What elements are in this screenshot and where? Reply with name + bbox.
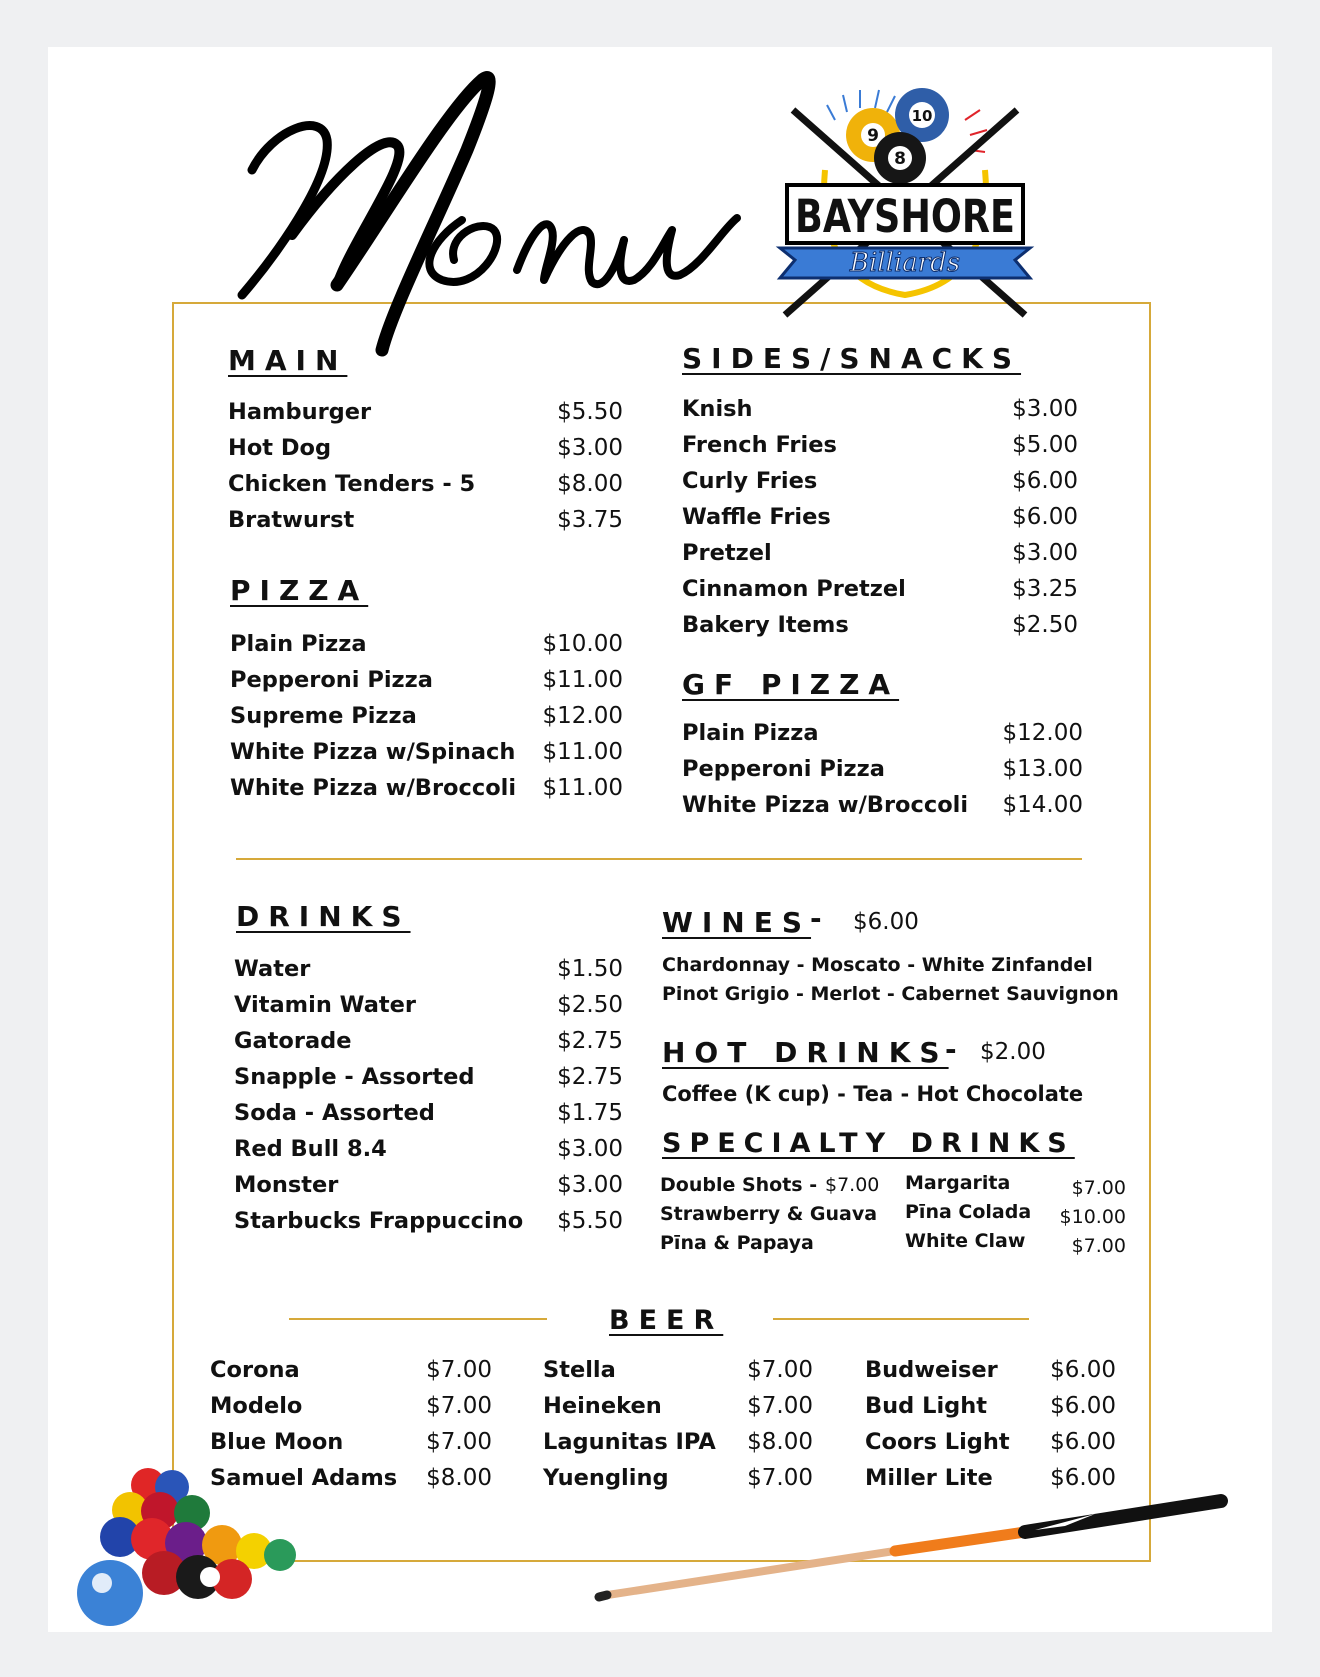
price: $8.00 [557,471,623,497]
price: $1.75 [557,1100,623,1126]
price: $7.00 [426,1357,492,1383]
list-item: Hamburger [228,399,372,425]
svg-text:10: 10 [911,107,933,125]
billiard-balls-icon [60,1455,300,1630]
main-prices [520,394,623,538]
beer-col3-prices [1030,1352,1116,1496]
list-item: Pīna Colada [905,1201,1032,1223]
price: $6.00 [1050,1357,1116,1383]
list-item: Pretzel [682,540,772,566]
list-item: Lagunitas IPA [543,1429,716,1455]
list-item: Strawberry & Guava [660,1203,878,1225]
list-item: Soda - Assorted [234,1100,435,1126]
beer-col3-items [865,1352,1010,1496]
list-item: Hot Dog [228,435,332,461]
wines-price: $6.00 [853,909,919,935]
wines-heading: WINES [662,906,812,939]
price: $7.00 [426,1429,492,1455]
price: $7.00 [426,1393,492,1419]
price: $5.50 [557,399,623,425]
list-item: Pīna & Papaya [660,1232,814,1254]
list-item: Heineken [543,1393,662,1419]
price: $2.75 [557,1064,623,1090]
sides-prices [980,391,1078,643]
price: $6.00 [1050,1465,1116,1491]
gf-pizza-heading: GF PIZZA [682,668,900,701]
list-item: Curly Fries [682,468,818,494]
specialty-right-list [905,1169,1031,1256]
specialty-heading: SPECIALTY DRINKS [662,1128,1075,1159]
svg-text:8: 8 [894,149,906,169]
main-heading: MAIN [228,344,348,377]
list-item: Gatorade [234,1028,352,1054]
list-item: White Pizza w/Spinach [230,739,516,765]
gf-pizza-items [682,715,968,823]
list-item: Budweiser [865,1357,998,1383]
list-item: White Pizza w/Broccoli [682,792,969,818]
price: $7.00 [747,1357,813,1383]
pizza-items [230,626,516,806]
list-item: Chicken Tenders - 5 [228,471,476,497]
list-item: Margarita [905,1172,1011,1194]
beer-rule-left [289,1318,547,1320]
price: $6.00 [1050,1429,1116,1455]
price: $6.00 [1012,468,1078,494]
list-item: Plain Pizza [230,631,367,657]
logo-tagline: Billiards [849,248,961,278]
price: $5.50 [557,1208,623,1234]
wines-line-2: Pinot Grigio - Merlot - Cabernet Sauvignon [662,983,1119,1005]
price: $11.00 [542,667,623,693]
wines-line-1: Chardonnay - Moscato - White Zinfandel [662,954,1093,976]
list-item: Miller Lite [865,1465,993,1491]
price: $2.50 [557,992,623,1018]
list-item: Red Bull 8.4 [234,1136,387,1162]
price: $3.25 [1012,576,1078,602]
price: $3.00 [1012,540,1078,566]
pizza-prices [520,626,623,806]
list-item: Double Shots - [660,1174,818,1196]
list-item: Samuel Adams [210,1465,398,1491]
sides-heading: SIDES/SNACKS [682,342,1022,375]
price: $10.00 [542,631,623,657]
drinks-heading: DRINKS [236,900,411,933]
price: $3.00 [557,1172,623,1198]
section-divider [236,858,1082,860]
specialty-left-price: $7.00 [825,1174,880,1196]
price: $3.75 [557,507,623,533]
svg-text:9: 9 [867,126,879,146]
hot-drinks-dash: - [945,1033,957,1066]
list-item: Supreme Pizza [230,703,417,729]
price: $3.00 [557,1136,623,1162]
price: $14.00 [1002,792,1083,818]
price: $6.00 [1050,1393,1116,1419]
list-item: Bakery Items [682,612,849,638]
list-item: Coors Light [865,1429,1010,1455]
list-item: Vitamin Water [234,992,416,1018]
price: $7.00 [1071,1235,1126,1257]
price: $12.00 [542,703,623,729]
logo-name: BAYSHORE [795,190,1015,243]
price: $8.00 [426,1465,492,1491]
price: $5.00 [1012,432,1078,458]
price: $2.75 [557,1028,623,1054]
list-item: Blue Moon [210,1429,344,1455]
beer-heading: BEER [609,1305,724,1336]
price: $11.00 [542,739,623,765]
beer-col2-items [543,1352,716,1496]
hot-drinks-line: Coffee (K cup) - Tea - Hot Chocolate [662,1082,1084,1106]
list-item: Starbucks Frappuccino [234,1208,524,1234]
list-item: Corona [210,1357,300,1383]
menu-script-title [232,70,772,370]
list-item: Modelo [210,1393,303,1419]
specialty-right-prices [1040,1174,1126,1261]
bayshore-billiards-logo [775,80,1035,325]
list-item: Bud Light [865,1393,988,1419]
main-items [228,394,475,538]
price: $8.00 [747,1429,813,1455]
price: $6.00 [1012,504,1078,530]
price: $11.00 [542,775,623,801]
hot-drinks-price: $2.00 [980,1039,1046,1065]
pizza-heading: PIZZA [230,574,369,607]
beer-col1-prices [410,1352,492,1496]
hot-drinks-heading: HOT DRINKS [662,1036,949,1069]
price: $10.00 [1059,1206,1126,1228]
list-item: Cinnamon Pretzel [682,576,906,602]
price: $1.50 [557,956,623,982]
list-item: French Fries [682,432,837,458]
gf-pizza-prices [980,715,1083,823]
sides-items [682,391,906,643]
list-item: Pepperoni Pizza [682,756,885,782]
beer-rule-right [773,1318,1029,1320]
list-item: Yuengling [543,1465,669,1491]
price: $7.00 [747,1393,813,1419]
list-item: Water [234,956,311,982]
drinks-prices [540,951,623,1239]
price: $3.00 [557,435,623,461]
drinks-items [234,951,523,1239]
pool-cue-icon [595,1490,1235,1605]
price: $7.00 [747,1465,813,1491]
list-item: White Claw [905,1230,1026,1252]
list-item: Knish [682,396,753,422]
beer-col2-prices [730,1352,813,1496]
list-item: Pepperoni Pizza [230,667,433,693]
price: $13.00 [1002,756,1083,782]
list-item: Snapple - Assorted [234,1064,475,1090]
list-item: Stella [543,1357,616,1383]
price: $12.00 [1002,720,1083,746]
list-item: White Pizza w/Broccoli [230,775,517,801]
price: $2.50 [1012,612,1078,638]
list-item: Bratwurst [228,507,355,533]
list-item: Monster [234,1172,339,1198]
price: $7.00 [1071,1177,1126,1199]
wines-dash: - [810,902,822,935]
list-item: Waffle Fries [682,504,831,530]
price: $3.00 [1012,396,1078,422]
list-item: Plain Pizza [682,720,819,746]
